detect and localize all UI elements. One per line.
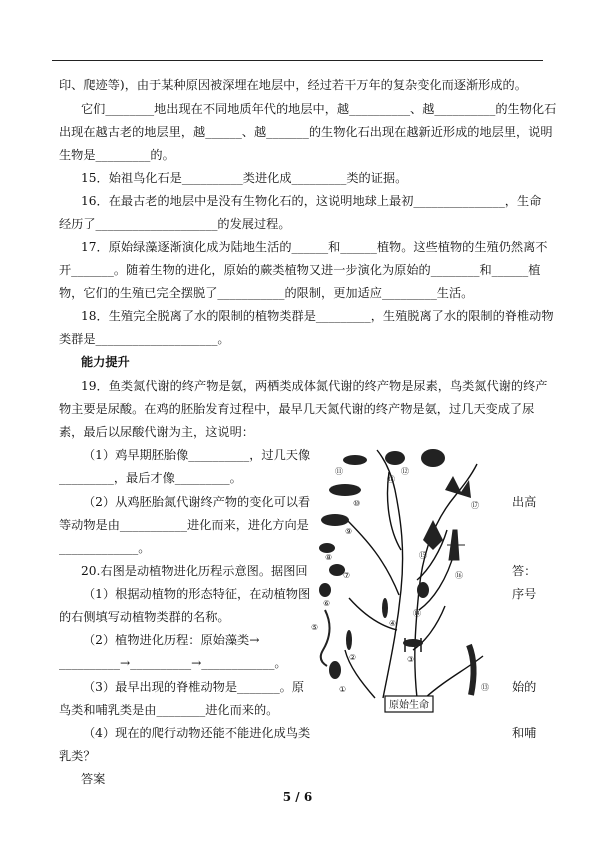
marker-number: ② xyxy=(349,653,357,662)
marker-number: ⑫ xyxy=(401,467,409,476)
question-19: 19．鱼类氮代谢的终产物是氨，两栖类成体氮代谢的终产物是尿素，鸟类氮代谢的终产 xyxy=(81,379,548,393)
marker-number: ③ xyxy=(407,655,415,664)
crustacean-shape xyxy=(319,583,331,597)
text-line: 印、爬迹等)，由于某种原因被深埋在地层中，经过若干万年的复杂变化而逐渐形成的。 xyxy=(59,78,527,92)
marker-number: ⑱ xyxy=(387,475,395,484)
text-fragment: 和哺 xyxy=(512,726,537,740)
marker-number: ④ xyxy=(389,619,397,628)
sub-question: （2）从鸡胚胎氮代谢终产物的变化可以看 xyxy=(83,495,311,509)
reptile-shape xyxy=(329,484,361,496)
text-line: __________→__________→____________。 xyxy=(59,656,287,670)
hydra-shape xyxy=(382,598,388,618)
algae-shape xyxy=(469,645,474,695)
mammal-shape xyxy=(421,449,445,467)
page-number: 5 / 6 xyxy=(282,790,313,804)
text-line: 类群是____________________。 xyxy=(59,332,230,346)
text-line: 开_______。随着生物的进化，原始的蕨类植物又进一步演化为原始的________和______植 xyxy=(59,263,541,277)
amphibian-shape xyxy=(319,543,335,553)
question-20: 20.右图是动植物进化历程示意图。据图回 xyxy=(81,564,308,578)
sub-question: （1）鸡早期胚胎像__________，过几天像 xyxy=(83,448,311,462)
marker-number: ⑭ xyxy=(413,609,421,618)
text-line: 的右侧填写动植物类群的名称。 xyxy=(59,610,230,624)
flatworm-shape xyxy=(346,630,352,650)
marker-number: ⑮ xyxy=(419,551,427,560)
question-15: 15．始祖鸟化石是__________类进化成_________类的证据。 xyxy=(81,171,408,185)
text-line: 出现在越古老的地层里，越______、越_______的生物化石出现在越新近形成的地层里，说明 xyxy=(59,125,553,139)
text-line: 物，它们的生殖已完全摆脱了___________的限制，更加适应_________生活。 xyxy=(59,286,474,300)
marker-number: ⑤ xyxy=(311,623,319,632)
root-label: 原始生命 xyxy=(389,700,429,711)
mammal-shape xyxy=(385,451,405,465)
header-rule xyxy=(52,60,543,61)
question-18: 18．生殖完全脱离了水的限制的植物类群是_________，生殖脱离了水的限制的脊椎动物 xyxy=(81,309,554,323)
bird-shape xyxy=(343,455,367,465)
text-line: _____________。 xyxy=(59,541,151,555)
sub-question: （2）植物进化历程：原始藻类→ xyxy=(83,633,260,647)
text-fragment: 出高 xyxy=(512,495,537,509)
question-17: 17．原始绿藻逐渐演化成为陆地生活的______和______植物。这些植物的生殖仍然离不 xyxy=(81,240,548,254)
text-line: 乳类？ xyxy=(59,749,96,763)
tree-trunk-right xyxy=(415,464,477,698)
text-fragment: 答： xyxy=(512,564,537,578)
text-line: 素，最后以尿酸代谢为主，这说明： xyxy=(59,425,254,439)
worm-shape xyxy=(321,610,330,666)
coelenterate-shape xyxy=(403,639,423,647)
text-fragment: 序号 xyxy=(512,587,537,601)
sub-question: （3）最早出现的脊椎动物是_______。原 xyxy=(83,680,305,694)
marker-number: ⑧ xyxy=(325,553,333,562)
marker-number: ⑰ xyxy=(471,501,479,510)
fish-shape xyxy=(321,514,349,526)
marker-number: ⑦ xyxy=(343,571,351,580)
evolution-tree-diagram xyxy=(305,430,505,730)
section-heading: 能力提升 xyxy=(81,355,130,369)
text-line: 它们________地出现在不同地质年代的地层中，越__________、越__________的生物化石 xyxy=(81,102,557,116)
marker-number: ⑥ xyxy=(323,599,331,608)
marker-number: ⑬ xyxy=(481,683,489,692)
text-line: 鸟类和哺乳类是由________进化而来的。 xyxy=(59,703,279,717)
sub-question: （1）根据动植物的形态特征，在动植物图 xyxy=(83,587,311,601)
question-16: 16．在最古老的地层中是没有生物化石的，这说明地球上最初_______________，生命 xyxy=(81,194,542,208)
answer-heading: 答案 xyxy=(81,772,106,786)
text-line: 物主要是尿酸。在鸡的胚胎发育过程中，最早几天氮代谢的终产物是氨，过几天变成了尿 xyxy=(59,402,535,416)
fern-shape xyxy=(447,530,465,560)
text-line: 等动物是由___________进化而来，进化方向是 xyxy=(59,518,309,532)
tree-branch xyxy=(345,518,399,595)
marker-number: ⑯ xyxy=(455,571,463,580)
moss-shape xyxy=(417,582,429,598)
marker-number: ① xyxy=(339,685,347,694)
protozoa-shape xyxy=(329,661,341,679)
marker-number: ⑩ xyxy=(353,499,361,508)
evolution-tree-figure xyxy=(305,430,505,730)
marker-number: ⑨ xyxy=(345,527,353,536)
text-line: 经历了____________________的发展过程。 xyxy=(59,217,291,231)
marker-number: ⑪ xyxy=(335,467,343,476)
text-line: 生物是_________的。 xyxy=(59,148,175,162)
sub-question: （4）现在的爬行动物还能不能进化成鸟类 xyxy=(83,726,311,740)
text-fragment: 始的 xyxy=(512,680,537,694)
gymnosperm-shape xyxy=(423,520,443,550)
text-line: _________，最后才像_________。 xyxy=(59,471,242,485)
